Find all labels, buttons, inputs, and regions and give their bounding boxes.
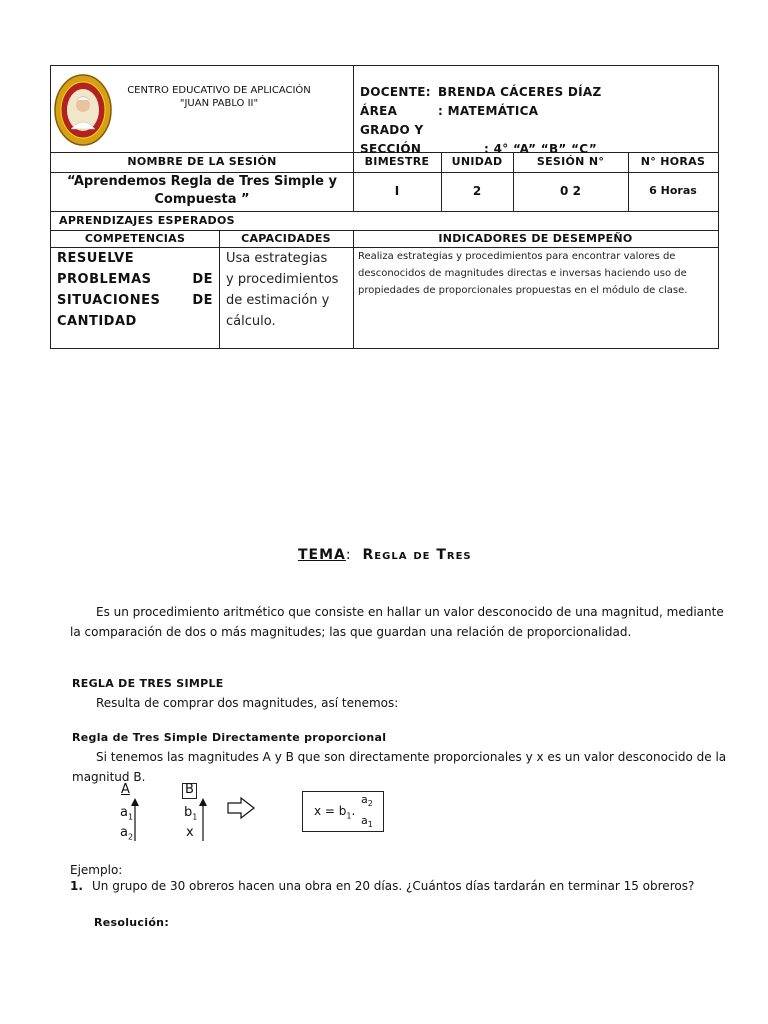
tema-colon: : xyxy=(345,547,352,563)
th-competencias: COMPETENCIAS xyxy=(84,232,186,245)
th-unidad: UNIDAD xyxy=(451,155,503,168)
x-value: x xyxy=(186,825,194,840)
competencia-line: SITUACIONES DE xyxy=(57,293,213,308)
th-nombre-sesion: NOMBRE DE LA SESIÓN xyxy=(127,155,277,168)
th-horas: N° HORAS xyxy=(640,155,706,168)
school-line-1: CENTRO EDUCATIVO DE APLICACIÓN xyxy=(127,85,311,96)
school-name xyxy=(111,84,327,110)
implies-arrow-icon xyxy=(226,796,256,820)
fraction-numerator: $a_2$ xyxy=(361,793,373,809)
competencia-line: RESUELVE xyxy=(57,251,135,266)
grado-value: : 4° “A” “B” “C” xyxy=(484,142,598,156)
indicador-line: Realiza estrategias y procedimientos para encontrar valores de xyxy=(358,251,676,262)
simple-title: REGLA DE TRES SIMPLE xyxy=(72,677,224,690)
b1-value: $b_1$ xyxy=(184,805,198,822)
competencia-line: CANTIDAD xyxy=(57,314,137,329)
tema-label: TEMA xyxy=(298,547,346,563)
school-line-2: "JUAN PABLO II" xyxy=(179,98,259,109)
indicadores-text xyxy=(358,248,716,299)
directa-title: Regla de Tres Simple Directamente proporcional xyxy=(72,731,387,744)
formula: $x = b_1$. xyxy=(314,804,356,821)
simple-text: Resulta de comprar dos magnitudes, así tenemos: xyxy=(96,696,399,710)
capacidades-list xyxy=(226,248,351,332)
th-capacidades: CAPACIDADES xyxy=(241,232,331,245)
indicador-line: desconocidos de magnitudes directas e inversas haciendo uso de xyxy=(358,268,687,279)
ejemplo-number: 1. xyxy=(70,879,83,893)
session-name-line-1: “Aprendemos Regla de Tres Simple y xyxy=(67,174,337,189)
capacidad-line: de estimación y xyxy=(226,293,330,308)
session-name xyxy=(51,173,353,209)
unidad-value: 2 xyxy=(472,184,482,198)
proportion-diagram xyxy=(118,782,398,842)
ejemplo-text: Un grupo de 30 obreros hacen una obra en 20 días. ¿Cuántos días tardarán en terminar 15 obreros? xyxy=(92,879,695,893)
a1-value: $a_1$ xyxy=(120,805,134,822)
directa-line-1: Si tenemos las magnitudes A y B que son directamente proporcionales y x es un valor desconocido de la xyxy=(96,750,727,764)
ejemplo-item xyxy=(70,876,730,896)
magnitude-b-label: B xyxy=(185,782,194,797)
tema-value: Regla de Tres xyxy=(362,547,472,563)
tema-heading xyxy=(298,547,472,563)
th-indicadores: INDICADORES DE DESEMPEÑO xyxy=(438,232,633,245)
session-name-line-2: Compuesta ” xyxy=(154,192,250,207)
school-logo xyxy=(53,73,113,147)
sesion-value: 0 2 xyxy=(560,184,581,198)
area-value: : MATEMÁTICA xyxy=(438,104,539,118)
competencia-line: PROBLEMAS DE xyxy=(57,272,213,287)
grado-label: GRADO Y SECCIÓN xyxy=(360,123,424,156)
docente-value: BRENDA CÁCERES DÍAZ xyxy=(438,85,602,99)
th-sesion: SESIÓN N° xyxy=(536,155,605,168)
indicador-line: propiedades de proporcionales propuestas en el módulo de clase. xyxy=(358,285,688,296)
competencias-list xyxy=(57,248,213,332)
directa-line-2: magnitud B. xyxy=(72,770,146,784)
capacidad-line: Usa estrategias xyxy=(226,251,328,266)
intro-line-2: la comparación de dos o más magnitudes; las que guardan una relación de proporcionalidad. xyxy=(70,625,632,639)
horas-value: 6 Horas xyxy=(649,184,697,197)
directa-paragraph xyxy=(72,747,732,787)
capacidad-line: y procedimientos xyxy=(226,272,339,287)
resolucion-label: Resolución: xyxy=(94,916,170,929)
capacidad-line: cálculo. xyxy=(226,314,276,329)
area-label: ÁREA xyxy=(360,104,398,118)
col-divider xyxy=(353,230,354,348)
aprendizajes-title: APRENDIZAJES ESPERADOS xyxy=(59,214,235,227)
magnitude-a-label: A xyxy=(121,782,130,797)
row-divider xyxy=(51,211,718,212)
a2-value: $a_2$ xyxy=(120,825,134,842)
ejemplo-label: Ejemplo: xyxy=(70,863,123,877)
intro-line-1: Es un procedimiento aritmético que consiste en hallar un valor desconocido de una magnitud, mediante xyxy=(96,605,724,619)
lesson-header-table xyxy=(50,65,719,349)
bimestre-value: I xyxy=(394,184,400,198)
docente-label: DOCENTE: xyxy=(360,85,431,99)
intro-paragraph xyxy=(70,602,730,642)
up-arrows-icon xyxy=(118,796,218,842)
th-bimestre: BIMESTRE xyxy=(364,155,430,168)
teacher-info xyxy=(360,83,715,159)
row-divider xyxy=(51,230,718,231)
col-divider xyxy=(219,230,220,348)
fraction-denominator: $a_1$ xyxy=(361,814,373,830)
